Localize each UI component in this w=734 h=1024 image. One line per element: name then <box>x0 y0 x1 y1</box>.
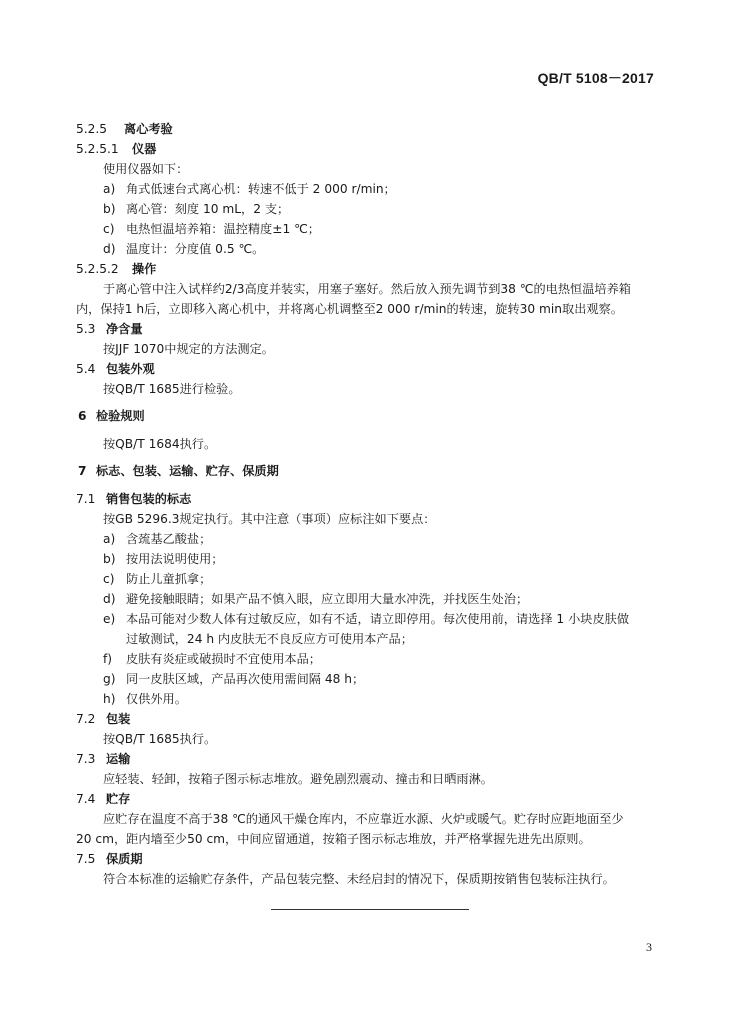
section-title: 仪器 <box>132 142 157 156</box>
list-text: 过敏测试，24 h 内皮肤无不良反应方可使用本产品； <box>126 632 413 646</box>
list-text: 离心管：刻度 10 mL，2 支； <box>126 202 290 216</box>
section-title: 保质期 <box>106 852 143 866</box>
section-title: 检验规则 <box>96 409 145 423</box>
section-number: 5.4 <box>76 362 96 376</box>
list-marker: b) <box>103 552 116 566</box>
section-title: 净含量 <box>106 322 143 336</box>
list-marker: c) <box>103 572 115 586</box>
list-marker: h) <box>103 692 116 706</box>
page-number: 3 <box>646 940 652 954</box>
list-marker: e) <box>103 612 116 626</box>
section-title: 操作 <box>132 262 157 276</box>
section-number: 5.2.5.1 <box>76 142 119 156</box>
section-number: 5.3 <box>76 322 96 336</box>
section-title: 运输 <box>106 752 131 766</box>
section-number: 7.4 <box>76 792 96 806</box>
list-text: 按用法说明使用； <box>126 552 224 566</box>
list-marker: c) <box>103 222 115 236</box>
section-title: 离心考验 <box>124 122 173 136</box>
section-number: 7.3 <box>76 752 96 766</box>
list-marker: g) <box>103 672 116 686</box>
list-marker: f) <box>103 652 113 666</box>
list-text: 温度计：分度值 0.5 ℃。 <box>126 242 265 256</box>
list-text: 角式低速台式离心机：转速不低于 2 000 r/min； <box>126 182 396 196</box>
list-text: 防止儿童抓拿； <box>126 572 212 586</box>
list-marker: a) <box>103 182 116 196</box>
section-title: 标志、包装、运输、贮存、保质期 <box>96 464 279 478</box>
section-title: 包装外观 <box>106 362 155 376</box>
list-marker: a) <box>103 532 116 546</box>
section-title: 贮存 <box>106 792 131 806</box>
list-text: 避免接触眼睛；如果产品不慎入眼，应立即用大量水冲洗，并找医生处治； <box>126 592 529 606</box>
list-text: 同一皮肤区域，产品再次使用需间隔 48 h； <box>126 672 365 686</box>
list-text: 皮肤有炎症或破损时不宜使用本品； <box>126 652 321 666</box>
list-text: 本品可能对少数人体有过敏反应，如有不适，请立即停用。每次使用前，请选择 1 小块皮肤做 <box>126 612 630 626</box>
standard-number: QB/T 5108－2017 <box>537 70 654 86</box>
list-marker: d) <box>103 592 116 606</box>
list-marker: b) <box>103 202 116 216</box>
section-number: 7 <box>78 464 87 478</box>
end-rule <box>271 909 469 910</box>
section-number: 5.2.5.2 <box>76 262 119 276</box>
section-number: 7.2 <box>76 712 96 726</box>
section-number: 7.1 <box>76 492 96 506</box>
list-text: 含巯基乙酸盐； <box>126 532 212 546</box>
list-text: 电热恒温培养箱：温控精度±1 ℃； <box>126 222 320 236</box>
section-number: 6 <box>78 409 87 423</box>
section-title: 销售包装的标志 <box>106 492 192 506</box>
section-title: 包装 <box>106 712 131 726</box>
section-number: 7.5 <box>76 852 96 866</box>
section-number: 5.2.5 <box>76 122 108 136</box>
list-marker: d) <box>103 242 116 256</box>
list-text: 仅供外用。 <box>126 692 187 706</box>
